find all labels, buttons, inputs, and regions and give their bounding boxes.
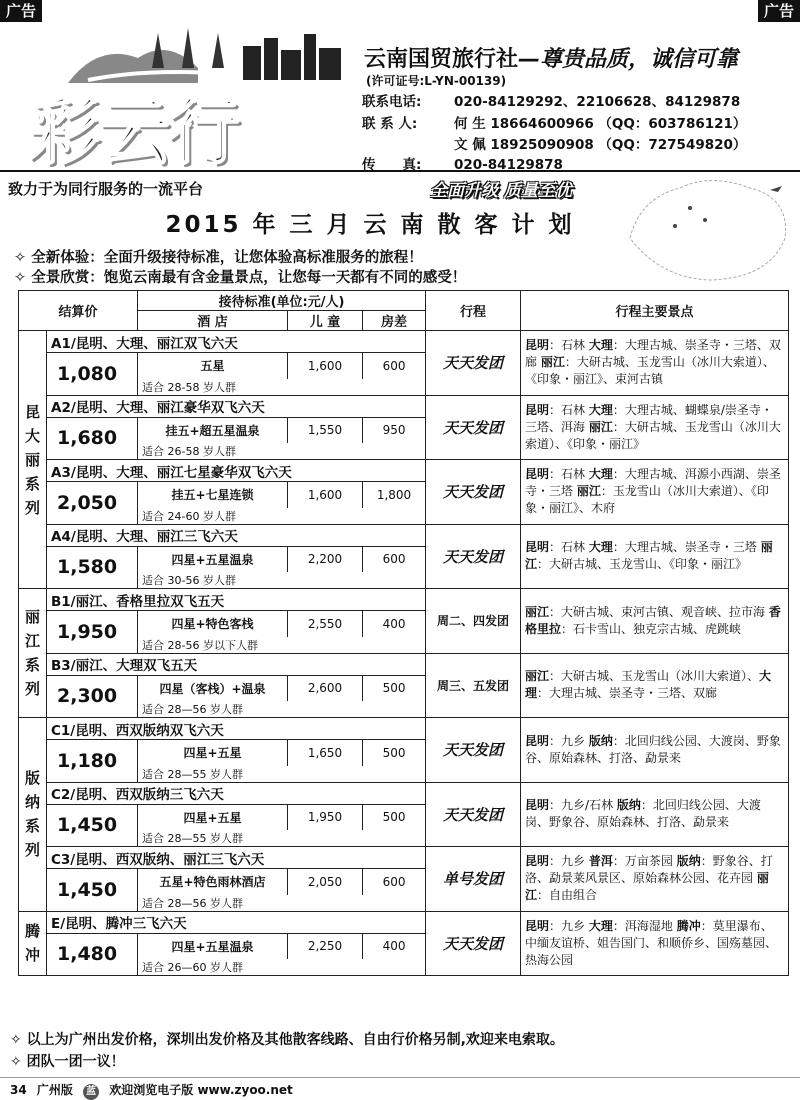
route-room-diff: 500 bbox=[363, 675, 426, 701]
route-age: 适合 24-60 岁人群 bbox=[138, 508, 426, 525]
route-hotel: 四星+五星温泉 bbox=[138, 546, 288, 572]
route-sights: 昆明：石林 大理：大理古城、崇圣寺・三塔、双廊 丽江：大研古城、玉龙雪山（冰川大索道）、《印象・丽江》、束河古镇 bbox=[521, 331, 789, 396]
route-price: 1,580 bbox=[47, 546, 138, 589]
header-hotel: 酒 店 bbox=[138, 311, 288, 331]
page-bar bbox=[10, 1081, 299, 1100]
slogan: 致力于为同行服务的一流平台 bbox=[8, 180, 204, 198]
route-schedule: 天天发团 bbox=[426, 331, 521, 396]
route-hotel: 四星（客栈）+温泉 bbox=[138, 675, 288, 701]
region-label: 版 纳 系 列 bbox=[19, 718, 47, 912]
route-child-price: 1,950 bbox=[288, 804, 363, 830]
route-rows bbox=[19, 331, 789, 976]
route-sights: 丽江：大研古城、玉龙雪山（冰川大索道）、大理：大理古城、崇圣寺・三塔、双廊 bbox=[521, 653, 789, 718]
route-room-diff: 500 bbox=[363, 804, 426, 830]
route-child-price: 2,550 bbox=[288, 611, 363, 637]
route-hotel: 五星+特色雨林酒店 bbox=[138, 869, 288, 895]
license-number: (许可证号:L-YN-00139) bbox=[366, 74, 507, 88]
region-label: 丽 江 系 列 bbox=[19, 589, 47, 718]
route-hotel: 挂五+超五星温泉 bbox=[138, 417, 288, 443]
route-name: B3/丽江、大理双飞五天 bbox=[47, 653, 426, 675]
route-schedule: 天天发团 bbox=[426, 782, 521, 847]
route-schedule: 天天发团 bbox=[426, 395, 521, 460]
phone-line: 联系电话: 020-84129292、22106628、84129878 bbox=[362, 94, 741, 110]
route-age: 适合 28—56 岁人群 bbox=[138, 895, 426, 912]
route-schedule: 天天发团 bbox=[426, 911, 521, 976]
route-room-diff: 600 bbox=[363, 869, 426, 895]
route-child-price: 2,600 bbox=[288, 675, 363, 701]
route-child-price: 1,600 bbox=[288, 353, 363, 379]
feature-2: ✧ 全景欣赏：饱览云南最有含金量景点，让您每一天都有不同的感受！ bbox=[14, 270, 467, 286]
route-sights: 昆明：九乡/石林 版纳：北回归线公园、大渡岗、野象谷、原始森林、打洛、勐景来 bbox=[521, 782, 789, 847]
route-hotel: 四星+五星 bbox=[138, 740, 288, 766]
route-name: C2/昆明、西双版纳三飞六天 bbox=[47, 782, 426, 804]
header-schedule: 行程 bbox=[426, 291, 521, 331]
route-age: 适合 26—60 岁人群 bbox=[138, 959, 426, 976]
route-name: C3/昆明、西双版纳、丽江三飞六天 bbox=[47, 847, 426, 869]
route-age: 适合 28—55 岁人群 bbox=[138, 766, 426, 783]
route-hotel: 挂五+七星连锁 bbox=[138, 482, 288, 508]
route-age: 适合 28—56 岁人群 bbox=[138, 701, 426, 718]
footer-note-2: ✧ 团队一团一议！ bbox=[10, 1054, 125, 1070]
route-sights: 昆明：石林 大理：大理古城、洱源小西湖、崇圣寺・三塔 丽江：玉龙雪山（冰川大索道）、《印象・丽江》、木府 bbox=[521, 460, 789, 525]
route-name: A2/昆明、大理、丽江豪华双飞六天 bbox=[47, 395, 426, 417]
route-schedule: 天天发团 bbox=[426, 524, 521, 589]
route-child-price: 2,050 bbox=[288, 869, 363, 895]
route-child-price: 1,650 bbox=[288, 740, 363, 766]
ad-label-right: 广告 bbox=[758, 0, 800, 22]
route-room-diff: 600 bbox=[363, 353, 426, 379]
route-schedule: 单号发团 bbox=[426, 847, 521, 912]
route-child-price: 2,250 bbox=[288, 933, 363, 959]
route-sights: 昆明：九乡 版纳：北回归线公园、大渡岗、野象谷、原始森林、打洛、勐景来 bbox=[521, 718, 789, 783]
route-room-diff: 1,800 bbox=[363, 482, 426, 508]
route-age: 适合 28-58 岁人群 bbox=[138, 379, 426, 396]
route-age: 适合 28—55 岁人群 bbox=[138, 830, 426, 847]
feature-1: ✧ 全新体验：全面升级接待标准，让您体验高标准服务的旅程！ bbox=[14, 250, 423, 266]
route-schedule: 天天发团 bbox=[426, 718, 521, 783]
route-sights: 昆明：九乡 大理：洱海湿地 腾冲：莫里瀑布、中缅友谊桥、姐告国门、和顺侨乡、国殇墓园、热海公园 bbox=[521, 911, 789, 976]
fax-line: 传 真: 020-84129878 bbox=[362, 157, 563, 173]
route-room-diff: 500 bbox=[363, 740, 426, 766]
bottom-divider bbox=[0, 1077, 800, 1078]
route-price: 1,450 bbox=[47, 804, 138, 847]
route-room-diff: 950 bbox=[363, 417, 426, 443]
route-hotel: 四星+五星温泉 bbox=[138, 933, 288, 959]
route-name: A3/昆明、大理、丽江七星豪华双飞六天 bbox=[47, 460, 426, 482]
page-number: 34 bbox=[10, 1083, 27, 1097]
route-hotel: 五星 bbox=[138, 353, 288, 379]
header-standard: 接待标准(单位:元/人) bbox=[138, 291, 426, 311]
route-sights: 昆明：九乡 普洱：万亩茶园 版纳：野象谷、打洛、勐景莱风景区、原始森林公园、花卉园 丽江：自由组合 bbox=[521, 847, 789, 912]
header-child: 儿 童 bbox=[288, 311, 363, 331]
logo bbox=[28, 28, 358, 174]
region-label: 腾 冲 bbox=[19, 911, 47, 976]
contact-line-1: 联 系 人: 何 生 18664600966 （QQ：603786121） bbox=[362, 116, 747, 132]
route-age: 适合 26-58 岁人群 bbox=[138, 443, 426, 460]
route-price: 1,080 bbox=[47, 353, 138, 396]
route-room-diff: 400 bbox=[363, 611, 426, 637]
route-name: A1/昆明、大理、丽江双飞六天 bbox=[47, 331, 426, 353]
agency-name: 云南国贸旅行社—尊贵品质，诚信可靠 bbox=[364, 47, 739, 72]
route-name: A4/昆明、大理、丽江三飞六天 bbox=[47, 524, 426, 546]
slogan-upgrade: 全面升级 质量至优 bbox=[430, 181, 572, 201]
route-name: E/昆明、腾冲三飞六天 bbox=[47, 911, 426, 933]
route-child-price: 1,600 bbox=[288, 482, 363, 508]
header-sights: 行程主要景点 bbox=[521, 291, 789, 331]
route-hotel: 四星+五星 bbox=[138, 804, 288, 830]
route-room-diff: 600 bbox=[363, 546, 426, 572]
website: 欢迎浏览电子版 www.zyoo.net bbox=[109, 1083, 293, 1097]
route-sights: 丽江：大研古城、束河古镇、观音峡、拉市海 香格里拉：石卡雪山、独克宗古城、虎跳峡 bbox=[521, 589, 789, 654]
route-age: 适合 28-56 岁以下人群 bbox=[138, 637, 426, 654]
header-price: 结算价 bbox=[19, 291, 138, 331]
logo-text: 彩云行 bbox=[28, 90, 239, 174]
route-price: 2,050 bbox=[47, 482, 138, 525]
route-child-price: 1,550 bbox=[288, 417, 363, 443]
edition: 广州版 bbox=[36, 1083, 73, 1097]
route-name: B1/丽江、香格里拉双飞五天 bbox=[47, 589, 426, 611]
route-schedule: 周三、五发团 bbox=[426, 653, 521, 718]
footer-note-1: ✧ 以上为广州出发价格，深圳出发价格及其他散客线路、自由行价格另制,欢迎来电索取。 bbox=[10, 1032, 564, 1048]
contact-line-2: 文 佩 18925090908 （QQ：727549820） bbox=[454, 137, 747, 153]
route-sights: 昆明：石林 大理：大理古城、崇圣寺・三塔 丽江：大研古城、玉龙雪山、《印象・丽江》 bbox=[521, 524, 789, 589]
route-price: 1,180 bbox=[47, 740, 138, 783]
route-price: 1,950 bbox=[47, 611, 138, 654]
price-table bbox=[18, 290, 789, 976]
header-diff: 房差 bbox=[363, 311, 426, 331]
ad-label-left: 广告 bbox=[0, 0, 42, 22]
route-price: 1,480 bbox=[47, 933, 138, 976]
route-price: 1,680 bbox=[47, 417, 138, 460]
route-age: 适合 30-56 岁人群 bbox=[138, 572, 426, 589]
route-price: 1,450 bbox=[47, 869, 138, 912]
route-sights: 昆明：石林 大理：大理古城、蝴蝶泉/崇圣寺・三塔、洱海 丽江：大研古城、玉龙雪山（冰川大索道）、《印象・丽江》 bbox=[521, 395, 789, 460]
route-hotel: 四星+特色客栈 bbox=[138, 611, 288, 637]
route-child-price: 2,200 bbox=[288, 546, 363, 572]
route-name: C1/昆明、西双版纳双飞六天 bbox=[47, 718, 426, 740]
badge-icon: 蓝 bbox=[83, 1084, 99, 1100]
route-price: 2,300 bbox=[47, 675, 138, 718]
region-label: 昆 大 丽 系 列 bbox=[19, 331, 47, 589]
header bbox=[0, 20, 800, 174]
route-schedule: 周二、四发团 bbox=[426, 589, 521, 654]
page-title: 2015 年 三 月 云 南 散 客 计 划 bbox=[165, 212, 575, 238]
route-room-diff: 400 bbox=[363, 933, 426, 959]
route-schedule: 天天发团 bbox=[426, 460, 521, 525]
